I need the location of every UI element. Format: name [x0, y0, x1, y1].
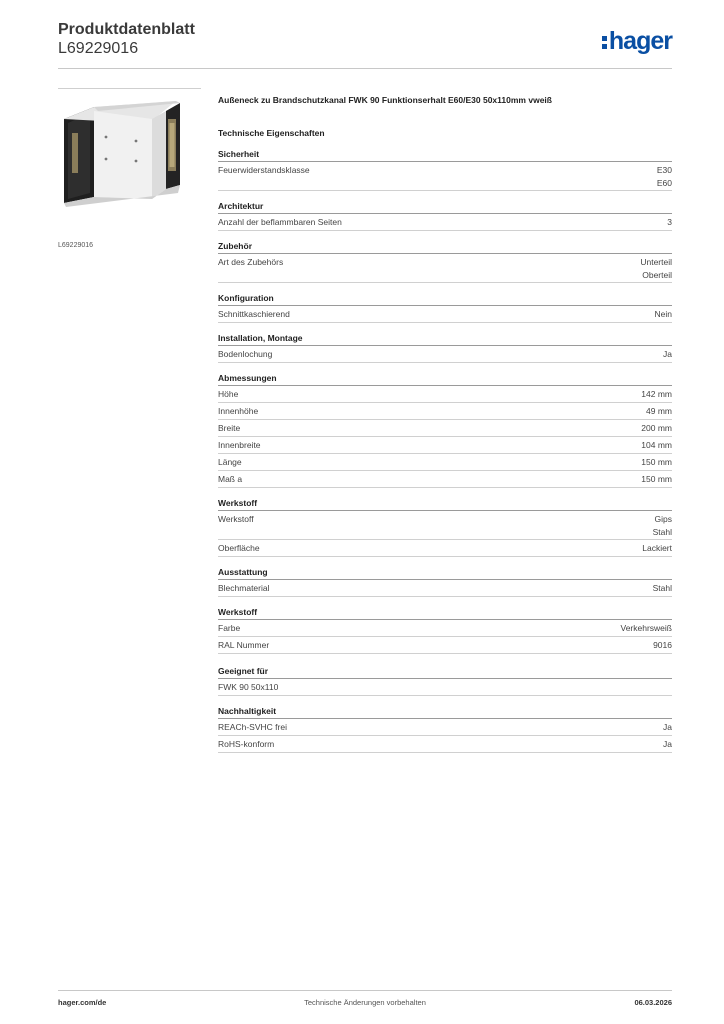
spec-content — [218, 94, 672, 763]
spec-groups — [218, 149, 672, 753]
property-values — [663, 737, 672, 751]
property-value: E60 — [656, 178, 672, 188]
property-values — [641, 438, 672, 452]
property-value: 142 mm — [641, 389, 672, 399]
property-label: Feuerwiderstandsklasse — [218, 165, 310, 175]
property-value: Nein — [654, 309, 672, 319]
page-header — [58, 20, 672, 68]
group-title: Konfiguration — [218, 293, 672, 306]
property-values — [653, 512, 672, 538]
property-values — [641, 421, 672, 435]
property-row — [218, 471, 672, 488]
property-value: Stahl — [652, 583, 672, 593]
group-title: Ausstattung — [218, 567, 672, 580]
property-label: Anzahl der beflammbaren Seiten — [218, 217, 342, 227]
property-label: Länge — [218, 457, 242, 467]
group-title: Abmessungen — [218, 373, 672, 386]
spec-group — [218, 567, 672, 597]
spec-group — [218, 373, 672, 488]
footer-date: 06.03.2026 — [634, 998, 672, 1007]
spec-group — [218, 241, 672, 283]
property-values — [621, 621, 673, 635]
property-row — [218, 454, 672, 471]
group-title: Werkstoff — [218, 607, 672, 620]
property-value: Ja — [663, 349, 672, 359]
property-label: RoHS-konform — [218, 739, 275, 749]
property-row — [218, 420, 672, 437]
group-title: Sicherheit — [218, 149, 672, 162]
property-row — [218, 580, 672, 597]
product-number: L69229016 — [58, 40, 139, 57]
group-title: Zubehör — [218, 241, 672, 254]
spec-group — [218, 706, 672, 753]
property-row — [218, 386, 672, 403]
property-label: Höhe — [218, 389, 239, 399]
property-label: Maß a — [218, 474, 243, 484]
spec-group — [218, 607, 672, 654]
product-photo-icon — [58, 89, 201, 236]
property-value: 9016 — [653, 640, 672, 650]
property-row — [218, 214, 672, 231]
property-row — [218, 719, 672, 736]
property-values — [653, 581, 672, 595]
property-row — [218, 346, 672, 363]
footer-divider — [58, 990, 672, 991]
property-values — [641, 472, 672, 486]
image-caption: L69229016 — [58, 242, 94, 249]
group-title: Geeignet für — [218, 666, 672, 679]
logo-colon-icon — [602, 30, 608, 52]
property-values — [655, 307, 672, 321]
property-label: Schnittkaschierend — [218, 309, 290, 319]
product-title: Außeneck zu Brandschutzkanal FWK 90 Funktionserhalt E60/E30 50x110mm vweiß — [218, 95, 552, 105]
spec-group — [218, 201, 672, 231]
property-label: Art des Zubehörs — [218, 257, 284, 267]
property-value: 104 mm — [641, 440, 672, 450]
property-row — [218, 162, 672, 191]
property-value: Unterteil — [640, 257, 672, 267]
property-value: Ja — [663, 722, 672, 732]
property-label: Farbe — [218, 623, 241, 633]
property-row — [218, 254, 672, 283]
property-row — [218, 679, 672, 696]
property-values — [663, 347, 672, 361]
page-footer — [58, 998, 672, 1010]
header-divider — [58, 68, 672, 69]
property-value: 3 — [667, 217, 672, 227]
property-value: 200 mm — [641, 423, 672, 433]
property-row — [218, 736, 672, 753]
property-label: Blechmaterial — [218, 583, 270, 593]
property-label: RAL Nummer — [218, 640, 270, 650]
document-title: Produktdatenblatt — [58, 21, 195, 38]
product-image — [58, 88, 201, 236]
footer-notice: Technische Änderungen vorbehalten — [304, 998, 426, 1007]
property-value: Gips — [654, 514, 672, 524]
property-values — [642, 541, 672, 555]
property-values — [657, 163, 672, 189]
hager-logo — [602, 26, 672, 56]
spec-group — [218, 293, 672, 323]
property-row — [218, 540, 672, 557]
spec-group — [218, 498, 672, 557]
footer-website: hager.com/de — [58, 998, 107, 1007]
property-row — [218, 511, 672, 540]
logo-text: hager — [608, 26, 672, 55]
property-label: Oberfläche — [218, 543, 260, 553]
property-values — [641, 455, 672, 469]
property-label: FWK 90 50x110 — [218, 682, 279, 692]
property-label: Innenbreite — [218, 440, 261, 450]
property-values — [640, 255, 672, 281]
property-row — [218, 620, 672, 637]
property-label: Werkstoff — [218, 514, 254, 524]
property-row — [218, 637, 672, 654]
property-row — [218, 437, 672, 454]
property-label: Bodenlochung — [218, 349, 273, 359]
group-title: Installation, Montage — [218, 333, 672, 346]
property-value: 150 mm — [641, 474, 672, 484]
property-value: Oberteil — [642, 270, 672, 280]
property-label: REACh-SVHC frei — [218, 722, 287, 732]
property-values — [663, 720, 672, 734]
property-values — [646, 404, 672, 418]
property-value: Verkehrsweiß — [620, 623, 672, 633]
property-values — [641, 387, 672, 401]
property-value: Ja — [663, 739, 672, 749]
spec-group — [218, 149, 672, 191]
property-row — [218, 306, 672, 323]
property-value: 150 mm — [641, 457, 672, 467]
property-label: Breite — [218, 423, 241, 433]
property-values — [653, 638, 672, 652]
group-title: Nachhaltigkeit — [218, 706, 672, 719]
property-value: 49 mm — [646, 406, 672, 416]
spec-group — [218, 666, 672, 696]
property-value: E30 — [656, 165, 672, 175]
property-values — [667, 215, 672, 229]
spec-group — [218, 333, 672, 363]
spec-heading: Technische Eigenschaften — [218, 128, 325, 138]
property-label: Innenhöhe — [218, 406, 259, 416]
property-row — [218, 403, 672, 420]
group-title: Architektur — [218, 201, 672, 214]
property-value: Lackiert — [642, 543, 672, 553]
property-value: Stahl — [652, 527, 672, 537]
group-title: Werkstoff — [218, 498, 672, 511]
